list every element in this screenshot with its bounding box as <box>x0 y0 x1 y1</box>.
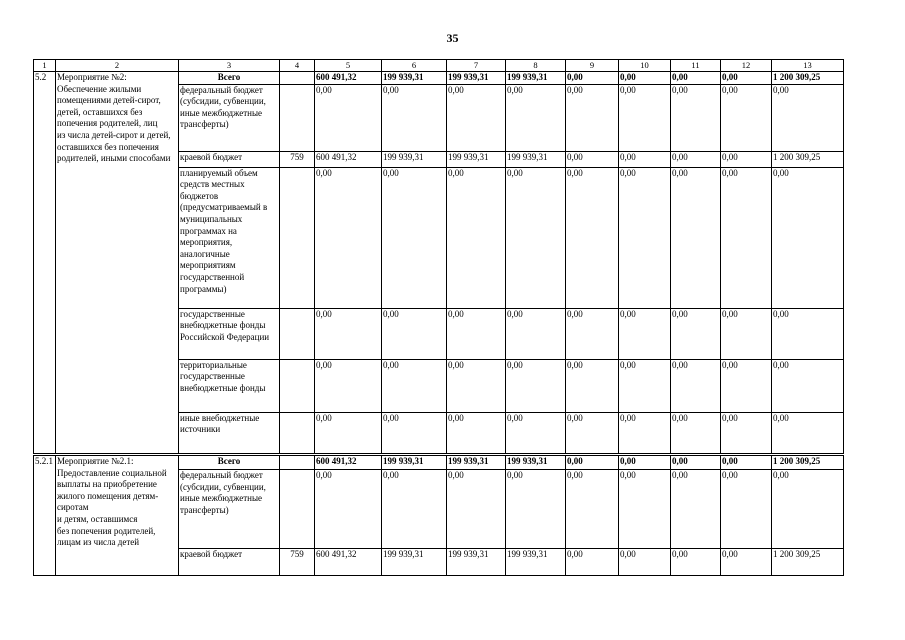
column-header: 1 <box>34 60 56 72</box>
budget-code: 759 <box>280 549 315 576</box>
amount-cell: 0,00 <box>772 470 844 549</box>
amount-cell: 0,00 <box>315 470 382 549</box>
amount-cell: 0,00 <box>619 151 671 167</box>
amount-cell: 199 939,31 <box>382 151 447 167</box>
budget-code <box>280 72 315 85</box>
amount-cell: 0,00 <box>506 470 566 549</box>
amount-cell: 0,00 <box>619 359 671 412</box>
funding-source-label: планируемый объем средств местных бюджетов (предусматриваемый в муниципальных программах на мероприятия, аналогичные мероприятиям государственной программы) <box>179 167 280 308</box>
amount-cell: 0,00 <box>566 470 619 549</box>
budget-table-2 <box>33 455 844 576</box>
budget-code: 759 <box>280 151 315 167</box>
amount-cell: 199 939,31 <box>447 151 506 167</box>
amount-cell: 0,00 <box>566 549 619 576</box>
funding-source-label: иные внебюджетные источники <box>179 412 280 453</box>
amount-cell: 0,00 <box>619 84 671 151</box>
amount-cell: 0,00 <box>721 456 772 470</box>
amount-cell: 0,00 <box>619 308 671 359</box>
item-title: Мероприятие №2.1: Предоставление социальной выплаты на приобретение жилого помещения детям-сиротам и детям, оставшимся без попечения родителей, лицам из числа детей <box>56 456 179 576</box>
item-number: 5.2 <box>34 72 56 454</box>
funding-source-label: краевой бюджет <box>179 549 280 576</box>
budget-code <box>280 412 315 453</box>
column-header: 8 <box>506 60 566 72</box>
amount-cell: 0,00 <box>671 412 721 453</box>
amount-cell: 0,00 <box>447 412 506 453</box>
amount-cell: 0,00 <box>721 549 772 576</box>
amount-cell: 0,00 <box>671 84 721 151</box>
amount-cell: 0,00 <box>619 549 671 576</box>
amount-cell: 600 491,32 <box>315 72 382 85</box>
amount-cell: 0,00 <box>671 549 721 576</box>
amount-cell: 0,00 <box>671 308 721 359</box>
amount-cell: 199 939,31 <box>382 549 447 576</box>
amount-cell: 0,00 <box>671 456 721 470</box>
amount-cell: 199 939,31 <box>506 72 566 85</box>
amount-cell: 0,00 <box>447 308 506 359</box>
amount-cell: 0,00 <box>315 359 382 412</box>
amount-cell: 199 939,31 <box>447 549 506 576</box>
amount-cell: 0,00 <box>382 412 447 453</box>
funding-source-label: государственные внебюджетные фонды Российской Федерации <box>179 308 280 359</box>
column-header: 13 <box>772 60 844 72</box>
column-header: 3 <box>179 60 280 72</box>
amount-cell: 0,00 <box>566 84 619 151</box>
amount-cell: 0,00 <box>506 167 566 308</box>
budget-table-1 <box>33 59 844 454</box>
amount-cell: 0,00 <box>566 359 619 412</box>
amount-cell: 0,00 <box>382 359 447 412</box>
amount-cell: 199 939,31 <box>506 549 566 576</box>
amount-cell: 1 200 309,25 <box>772 72 844 85</box>
amount-cell: 199 939,31 <box>447 72 506 85</box>
amount-cell: 0,00 <box>772 308 844 359</box>
amount-cell: 0,00 <box>566 151 619 167</box>
column-header: 7 <box>447 60 506 72</box>
amount-cell: 0,00 <box>382 308 447 359</box>
amount-cell: 0,00 <box>566 72 619 85</box>
funding-source-label: Всего <box>179 72 280 85</box>
amount-cell: 0,00 <box>721 308 772 359</box>
column-header: 5 <box>315 60 382 72</box>
funding-source-label: территориальные государственные внебюджетные фонды <box>179 359 280 412</box>
amount-cell: 199 939,31 <box>382 456 447 470</box>
column-header: 6 <box>382 60 447 72</box>
amount-cell: 0,00 <box>566 167 619 308</box>
amount-cell: 0,00 <box>506 84 566 151</box>
amount-cell: 0,00 <box>671 72 721 85</box>
amount-cell: 0,00 <box>671 359 721 412</box>
amount-cell: 0,00 <box>447 470 506 549</box>
budget-code <box>280 359 315 412</box>
amount-cell: 0,00 <box>671 151 721 167</box>
item-title: Мероприятие №2: Обеспечение жилыми помещениями детей-сирот, детей, оставшихся без попечения родителей, лиц из числа детей-сирот и детей, оставшихся без попечения родителей, иными способами <box>56 72 179 454</box>
column-header: 11 <box>671 60 721 72</box>
amount-cell: 0,00 <box>506 359 566 412</box>
amount-cell: 0,00 <box>619 456 671 470</box>
amount-cell: 0,00 <box>382 470 447 549</box>
funding-source-label: федеральный бюджет (субсидии, субвенции, иные межбюджетные трансферты) <box>179 470 280 549</box>
budget-row <box>34 72 844 85</box>
amount-cell: 0,00 <box>315 412 382 453</box>
amount-cell: 0,00 <box>315 167 382 308</box>
amount-cell: 0,00 <box>382 167 447 308</box>
funding-source-label: федеральный бюджет (субсидии, субвенции, иные межбюджетные трансферты) <box>179 84 280 151</box>
column-header: 2 <box>56 60 179 72</box>
amount-cell: 0,00 <box>721 359 772 412</box>
amount-cell: 0,00 <box>772 84 844 151</box>
amount-cell: 0,00 <box>772 412 844 453</box>
amount-cell: 0,00 <box>566 412 619 453</box>
budget-code <box>280 308 315 359</box>
amount-cell: 0,00 <box>619 470 671 549</box>
amount-cell: 0,00 <box>619 167 671 308</box>
amount-cell: 0,00 <box>721 151 772 167</box>
column-header: 9 <box>566 60 619 72</box>
amount-cell: 0,00 <box>721 72 772 85</box>
amount-cell: 1 200 309,25 <box>772 151 844 167</box>
amount-cell: 0,00 <box>772 167 844 308</box>
amount-cell: 0,00 <box>447 84 506 151</box>
amount-cell: 0,00 <box>506 412 566 453</box>
amount-cell: 199 939,31 <box>506 151 566 167</box>
amount-cell: 0,00 <box>619 412 671 453</box>
amount-cell: 1 200 309,25 <box>772 549 844 576</box>
amount-cell: 0,00 <box>671 470 721 549</box>
amount-cell: 0,00 <box>772 359 844 412</box>
item-number: 5.2.1 <box>34 456 56 576</box>
funding-source-label: краевой бюджет <box>179 151 280 167</box>
column-header-row <box>34 60 844 72</box>
amount-cell: 199 939,31 <box>382 72 447 85</box>
amount-cell: 0,00 <box>315 84 382 151</box>
amount-cell: 0,00 <box>566 456 619 470</box>
column-header: 12 <box>721 60 772 72</box>
amount-cell: 199 939,31 <box>447 456 506 470</box>
budget-row <box>34 456 844 470</box>
amount-cell: 600 491,32 <box>315 549 382 576</box>
amount-cell: 0,00 <box>721 84 772 151</box>
amount-cell: 0,00 <box>506 308 566 359</box>
budget-code <box>280 167 315 308</box>
amount-cell: 0,00 <box>721 167 772 308</box>
amount-cell: 199 939,31 <box>506 456 566 470</box>
amount-cell: 0,00 <box>447 359 506 412</box>
amount-cell: 0,00 <box>447 167 506 308</box>
amount-cell: 600 491,32 <box>315 456 382 470</box>
amount-cell: 0,00 <box>382 84 447 151</box>
page-number: 35 <box>446 31 459 45</box>
budget-code <box>280 470 315 549</box>
column-header: 10 <box>619 60 671 72</box>
budget-code <box>280 84 315 151</box>
amount-cell: 0,00 <box>315 308 382 359</box>
amount-cell: 0,00 <box>721 470 772 549</box>
amount-cell: 0,00 <box>721 412 772 453</box>
amount-cell: 0,00 <box>619 72 671 85</box>
amount-cell: 600 491,32 <box>315 151 382 167</box>
amount-cell: 0,00 <box>671 167 721 308</box>
funding-source-label: Всего <box>179 456 280 470</box>
column-header: 4 <box>280 60 315 72</box>
budget-code <box>280 456 315 470</box>
amount-cell: 1 200 309,25 <box>772 456 844 470</box>
amount-cell: 0,00 <box>566 308 619 359</box>
